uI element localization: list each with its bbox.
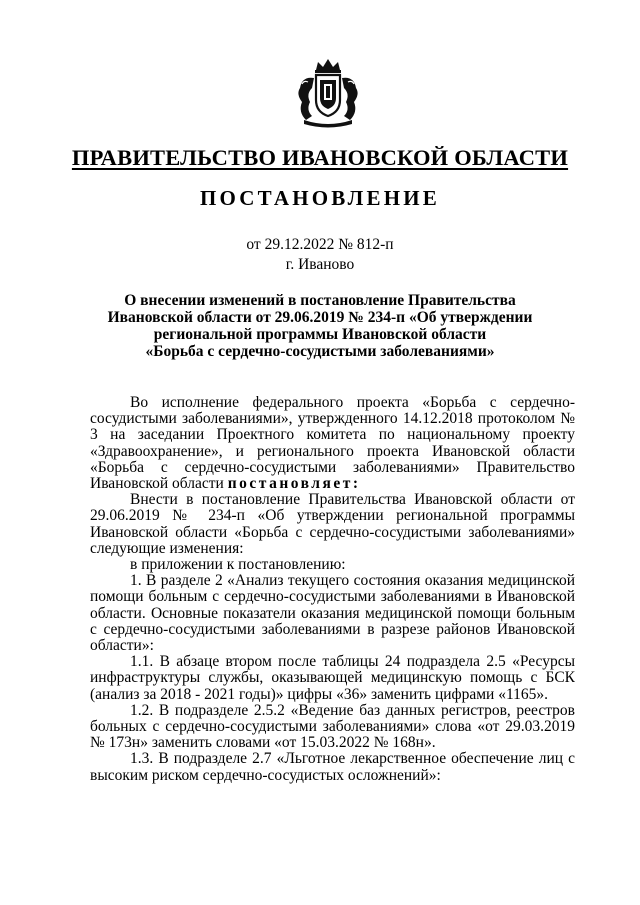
preamble-text: Во исполнение федерального проекта «Борьба с сердечно-сосудистыми заболеваниями», утвержденного 14.12.2018 протоколом № 3 на заседании Проектного комитета по национальному проекту «Здравоохранение», и регионального проекта Ивановской области «Борьба с сердечно-сосудистыми заболеваниями» Правительство Ивановской области <box>90 394 575 493</box>
document-title <box>100 292 540 360</box>
document-type: ПОСТАНОВЛЕНИЕ <box>199 186 441 210</box>
title-line: Ивановской области от 29.06.2019 № 234-п «Об утверждении <box>107 309 533 326</box>
government-name: ПРАВИТЕЛЬСТВО ИВАНОВСКОЙ ОБЛАСТИ <box>71 145 569 170</box>
title-line: региональной программы Ивановской области <box>153 326 487 343</box>
document-city: г. Иваново <box>285 256 355 273</box>
body-paragraph: 1. В разделе 2 «Анализ текущего состояния оказания медицинской помощи больным с сердечно-сосудистыми заболеваниями в Ивановской области. Основные показатели оказания медицинской помощи больным с сердечно-сосудистыми заболеваниями в разрезе районов Ивановской области»: <box>90 572 575 655</box>
preamble-paragraph <box>90 395 575 492</box>
document-date-number: от 29.12.2022 № 812-п <box>246 236 394 253</box>
document-body <box>90 395 575 784</box>
body-paragraph: 1.2. В подразделе 2.5.2 «Ведение баз данных регистров, реестров больных с сердечно-сосудистыми заболеваниями» слова «от 29.03.2019 № 173н» заменить словами «от 15.03.2022 № 168н». <box>90 701 575 752</box>
body-paragraph: в приложении к постановлению: <box>130 556 346 574</box>
title-line: «Борьба с сердечно-сосудистыми заболеваниями» <box>145 343 495 360</box>
body-paragraph: Внести в постановление Правительства Ивановской области от 29.06.2019 № 234-п «Об утверждении региональной программы Ивановской области «Борьба с сердечно-сосудистыми заболеваниями» следующие изменения: <box>90 491 575 557</box>
title-line: О внесении изменений в постановление Правительства <box>124 292 516 309</box>
body-paragraph: 1.1. В абзаце втором после таблицы 24 подраздела 2.5 «Ресурсы инфраструктуры службы, оказывающей медицинскую помощь с БСК (анализ за 2018 - 2021 годы)» цифры «36» заменить цифрами «1165». <box>90 653 575 703</box>
body-paragraph: 1.3. В подразделе 2.7 «Льготное лекарственное обеспечение лиц с высоким риском сердечно-сосудистых осложнений»: <box>90 750 575 784</box>
coat-of-arms-icon <box>286 56 370 128</box>
decree-word: постановляет: <box>227 475 361 493</box>
